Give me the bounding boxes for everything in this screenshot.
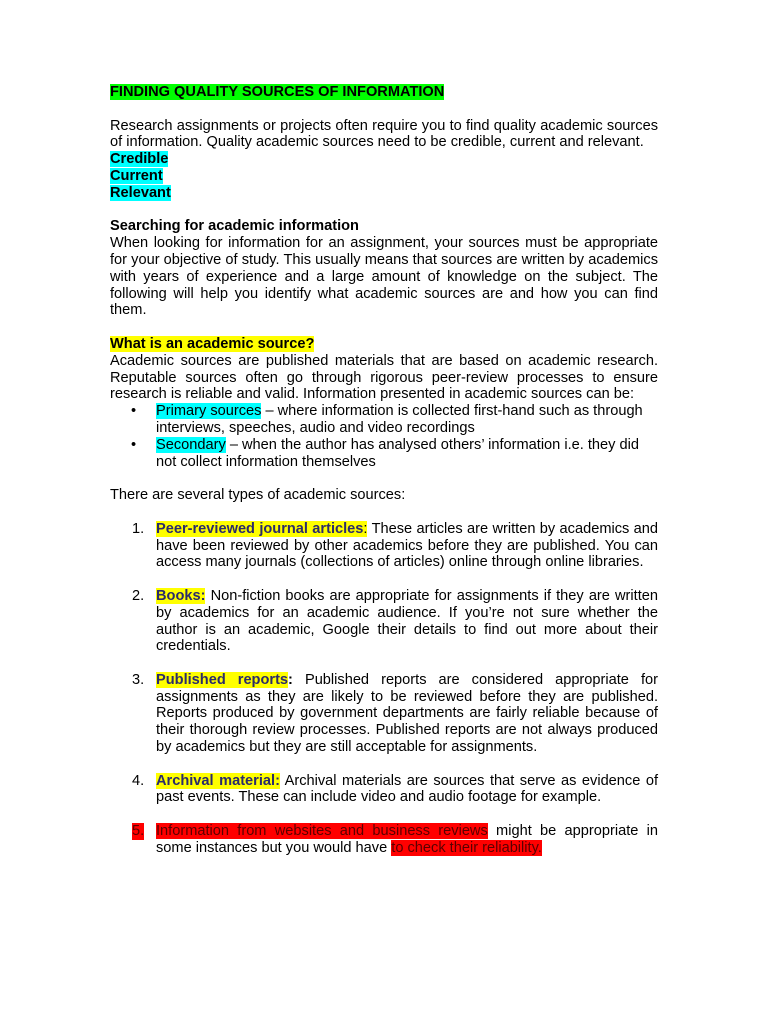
academic-heading: What is an academic source? bbox=[110, 335, 315, 352]
academic-paragraph: Academic sources are published materials that are based on academic research. Reputable sources often go through rigorous peer-review processes to ensure research is reliable and valid. Information presented in academic sources can be: bbox=[110, 352, 658, 403]
intro-paragraph: Research assignments or projects often require you to find quality academic sources of information. Quality academic sources need to be credible, current and relevant. bbox=[110, 117, 658, 151]
criteria-current: Current bbox=[110, 167, 163, 184]
source-kind-list bbox=[110, 403, 658, 470]
search-heading: Searching for academic information bbox=[110, 218, 359, 235]
types-intro: There are several types of academic sources: bbox=[110, 487, 406, 504]
list-item: 2. Books: Non-fiction books are appropriate for assignments if they are written by academics for an academic audience. If you’re not sure whether the author is an academic, Google their details to find out more about their credentials. bbox=[132, 587, 658, 655]
list-item: 3. Published reports: Published reports are considered appropriate for assignments as they are likely to be reviewed before they are published. Reports produced by government departments are fairly reliable because of their thorough review processes. Published reports are not always produced by academics but they are still acceptable for assignments. bbox=[132, 671, 658, 756]
list-item: • Primary sources – where information is collected first-hand such as through interviews, speeches, audio and video recordings bbox=[131, 403, 643, 436]
source-types-list bbox=[110, 521, 658, 857]
criteria-relevant: Relevant bbox=[110, 184, 171, 201]
document-title: FINDING QUALITY SOURCES OF INFORMATION bbox=[110, 84, 445, 100]
criteria-credible: Credible bbox=[110, 151, 169, 168]
list-item: 1. Peer-reviewed journal articles: These articles are written by academics and have been reviewed by other academics before they are published. You can access many journals (collections of articles) online through online libraries. bbox=[132, 520, 658, 571]
bullet-icon: • bbox=[131, 436, 137, 453]
list-item: • Secondary – when the author has analysed others’ information i.e. they did not collect information themselves bbox=[131, 436, 639, 470]
document-page bbox=[110, 84, 658, 857]
list-item: 4. Archival material: Archival materials are sources that serve as evidence of past events. These can include video and audio footage for example. bbox=[132, 772, 659, 806]
search-paragraph: When looking for information for an assignment, your sources must be appropriate for your objective of study. This usually means that sources are written by academics with years of experience and a large amount of knowledge on the subject. The following will help you identify what academic sources are and how you can find them. bbox=[110, 235, 658, 319]
bullet-icon: • bbox=[131, 403, 137, 420]
list-item: 5. Information from websites and business reviews might be appropriate in some instances but you would have to check their reliability. bbox=[132, 823, 658, 856]
